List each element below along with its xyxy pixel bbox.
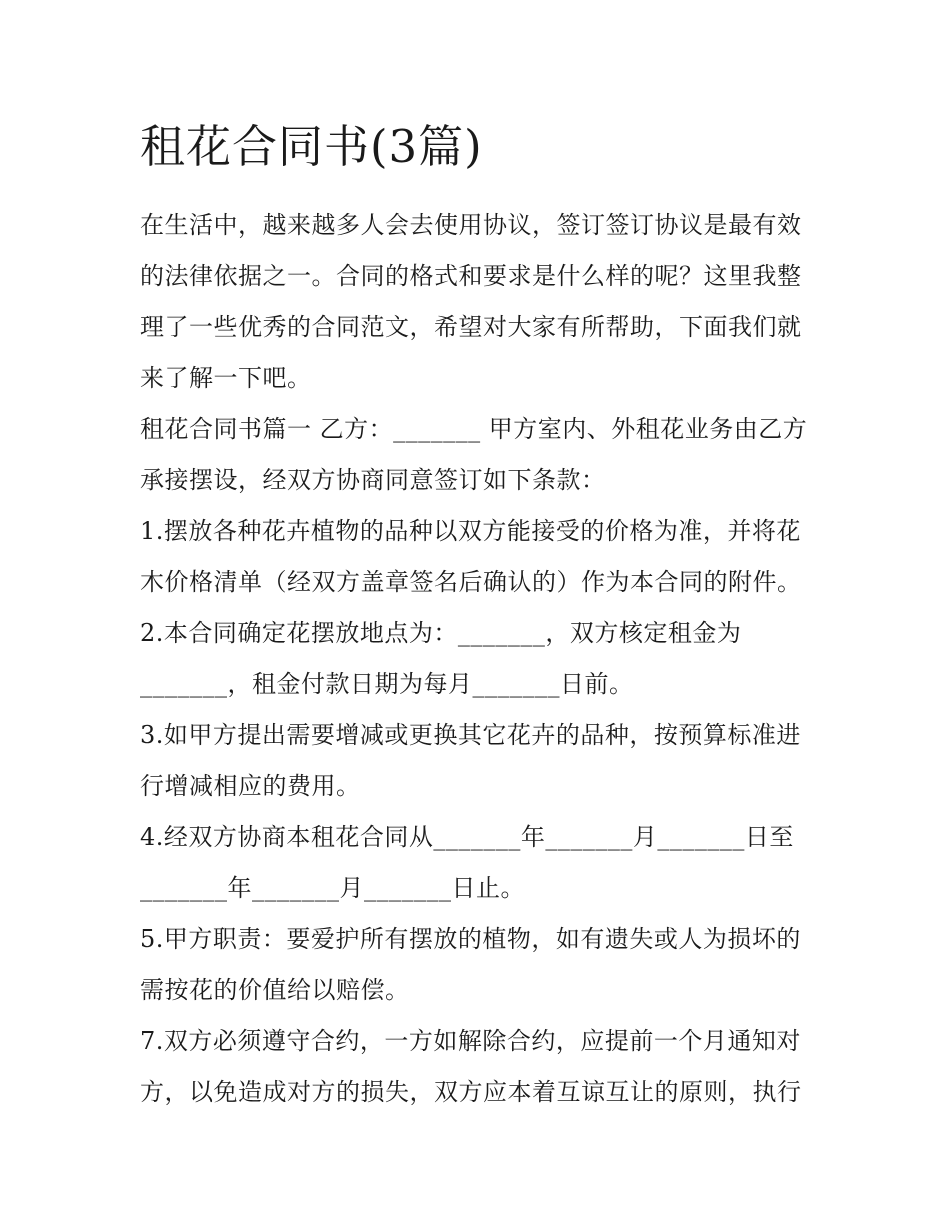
document-body <box>140 200 820 1118</box>
text-line: _______，租金付款日期为每月_______日前。 <box>140 670 634 698</box>
text-line: 租花合同书篇一 乙方：_______ 甲方室内、外租花业务由乙方 <box>140 415 808 443</box>
text-line: 承接摆设，经双方协商同意签订如下条款： <box>140 466 606 494</box>
text-line: 在生活中，越来越多人会去使用协议，签订签订协议是最有效 <box>140 211 802 239</box>
text-line: 1.摆放各种花卉植物的品种以双方能接受的价格为准，并将花 <box>140 517 801 545</box>
text-line: 4.经双方协商本租花合同从_______年_______月_______日至 <box>140 823 794 851</box>
text-line: 来了解一下吧。 <box>140 364 312 392</box>
text-line: 7.双方必须遵守合约，一方如解除合约，应提前一个月通知对 <box>140 1027 801 1055</box>
text-line: _______年_______月_______日止。 <box>140 874 525 902</box>
text-line: 2.本合同确定花摆放地点为：_______，双方核定租金为 <box>140 619 742 647</box>
text-line: 5.甲方职责：要爱护所有摆放的植物，如有遗失或人为损坏的 <box>140 925 801 953</box>
text-line: 3.如甲方提出需要增减或更换其它花卉的品种，按预算标准进 <box>140 721 801 749</box>
text-line: 需按花的价值给以赔偿。 <box>140 976 410 1004</box>
text-line: 理了一些优秀的合同范文，希望对大家有所帮助，下面我们就 <box>140 313 802 341</box>
text-line: 方，以免造成对方的损失，双方应本着互谅互让的原则，执行 <box>140 1078 802 1106</box>
text-line: 行增减相应的费用。 <box>140 772 361 800</box>
text-line: 木价格清单（经双方盖章签名后确认的）作为本合同的附件。 <box>140 568 802 596</box>
text-line: 的法律依据之一。合同的格式和要求是什么样的呢？这里我整 <box>140 262 802 290</box>
document-page <box>140 116 820 1118</box>
document-title: 租花合同书(3篇) <box>140 120 483 173</box>
